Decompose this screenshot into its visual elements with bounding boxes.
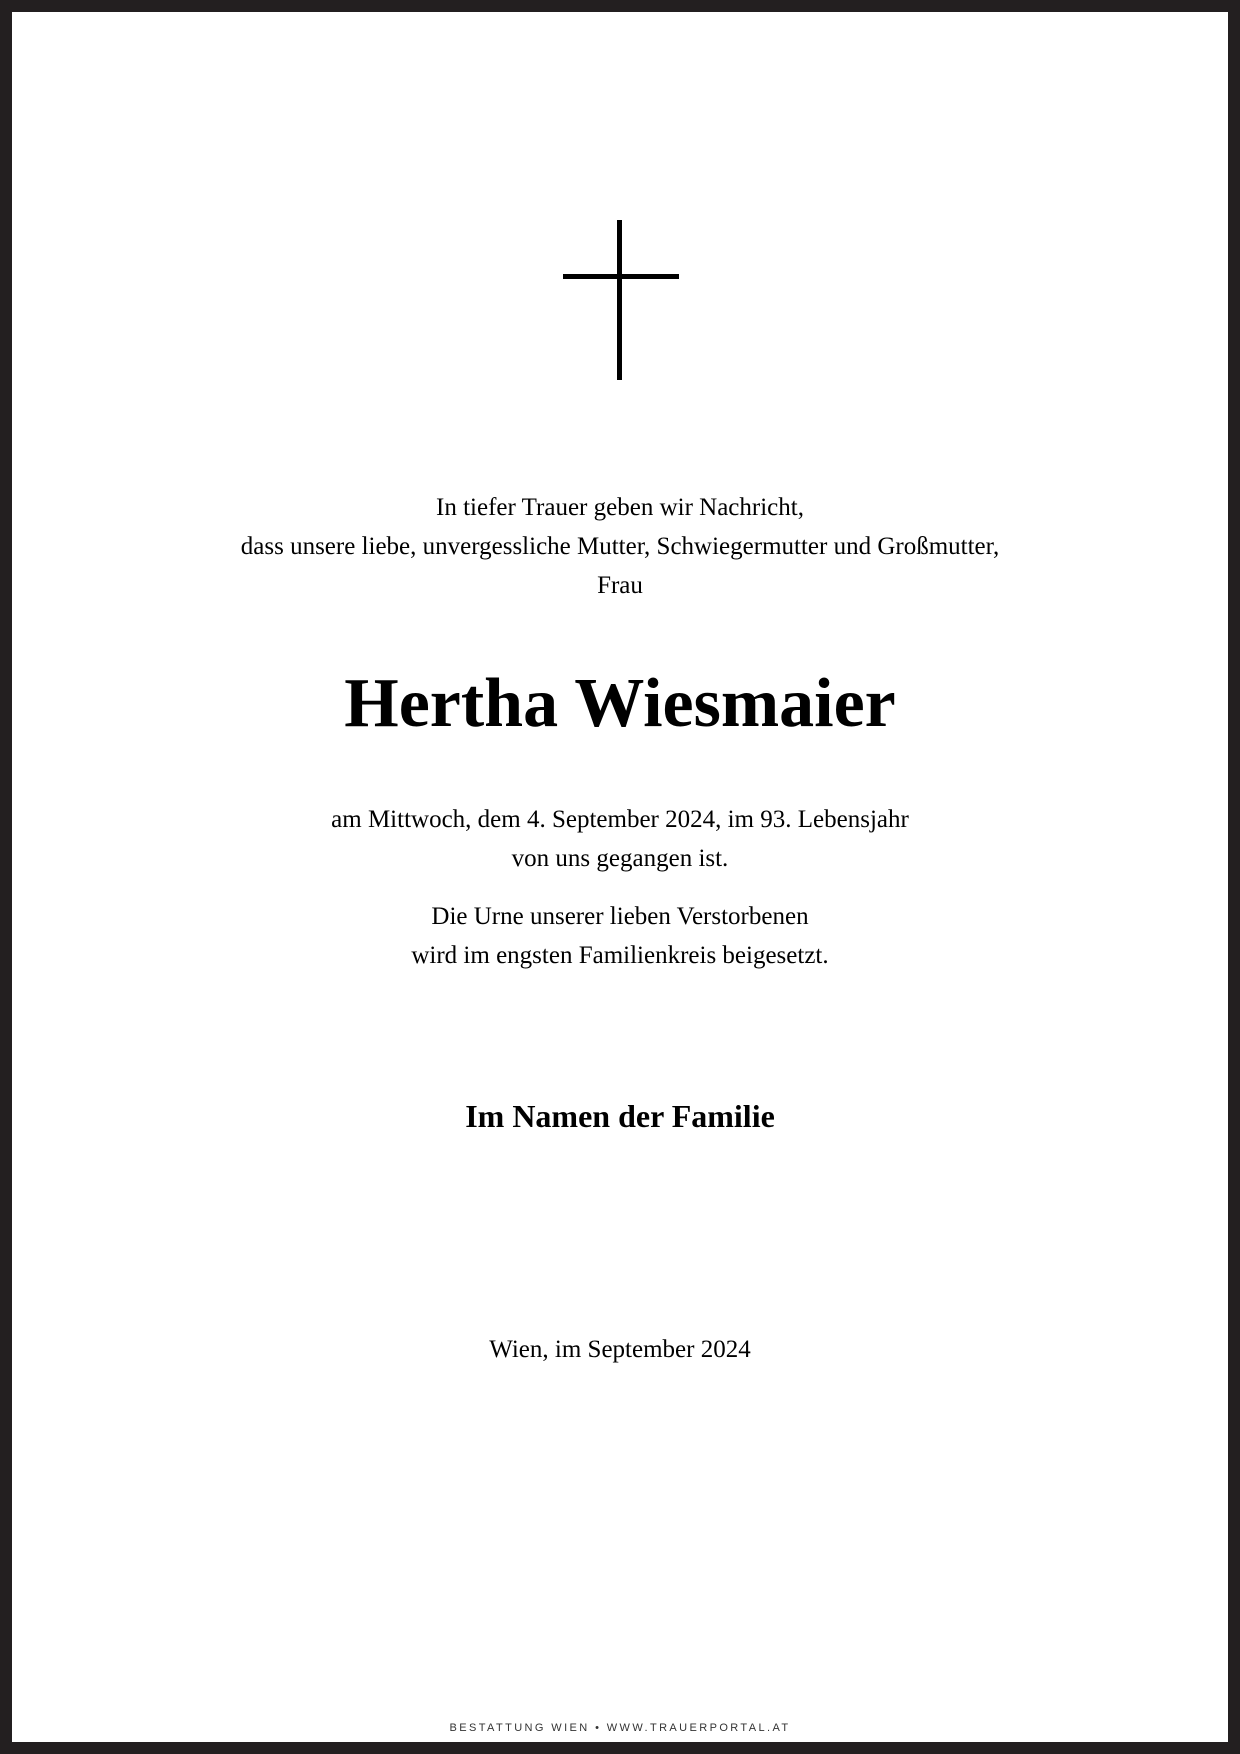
death-date-text xyxy=(12,800,1228,878)
intro-text xyxy=(12,488,1228,605)
urn-line: wird im engsten Familienkreis beigesetzt. xyxy=(411,942,829,969)
date-line: am Mittwoch, dem 4. September 2024, im 93. Lebensjahr xyxy=(331,806,909,833)
intro-line: dass unsere liebe, unvergessliche Mutter, Schwiegermutter und Großmutter, xyxy=(240,533,1000,560)
urn-line: Die Urne unserer lieben Verstorbenen xyxy=(431,903,809,930)
date-line: von uns gegangen ist. xyxy=(511,845,729,872)
obituary-card xyxy=(12,12,1228,1742)
intro-line: In tiefer Trauer geben wir Nachricht, xyxy=(436,494,804,521)
family-signature: Im Namen der Familie xyxy=(465,1098,775,1134)
deceased-name: Hertha Wiesmaier xyxy=(344,665,896,742)
footer-credit: BESTATTUNG WIEN • WWW.TRAUERPORTAL.AT xyxy=(449,1722,791,1734)
cross-icon xyxy=(563,220,679,380)
burial-text xyxy=(12,897,1228,975)
intro-line: Frau xyxy=(597,572,643,599)
place-date: Wien, im September 2024 xyxy=(489,1336,751,1363)
